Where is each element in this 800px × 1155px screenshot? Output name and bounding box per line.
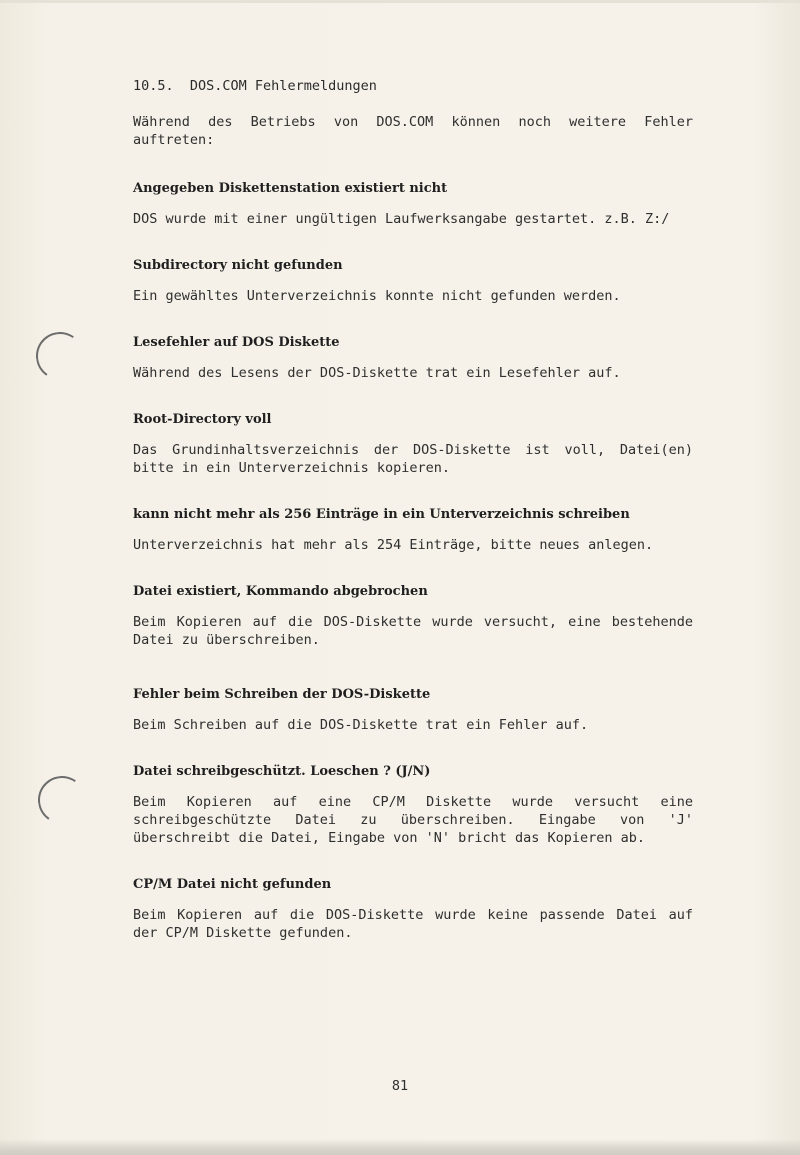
section-title: DOS.COM Fehlermeldungen [189, 78, 377, 94]
error-entry [133, 763, 693, 847]
error-description: DOS wurde mit einer ungültigen Laufwerksangabe gestartet. z.B. Z:/ [133, 211, 670, 227]
error-description: Das Grundinhaltsverzeichnis der DOS-Diskette ist voll, Datei(en) bitte in ein Unterverzeichnis kopieren. [133, 442, 693, 476]
punch-hole-bottom [34, 772, 90, 828]
error-entry [133, 876, 693, 942]
error-description: Beim Kopieren auf die DOS-Diskette wurde versucht, eine bestehende Datei zu überschreiben. [133, 614, 693, 648]
error-entry [133, 506, 693, 554]
error-title: Datei existiert, Kommando abgebrochen [133, 584, 428, 599]
error-description: Beim Kopieren auf eine CP/M Diskette wurde versucht eine schreibgeschützte Datei zu überschreiben. Eingabe von 'J' überschreibt die Datei, Eingabe von 'N' bricht das Kopieren ab. [133, 794, 693, 846]
section-number: 10.5. [133, 78, 174, 94]
page-number: 81 [391, 1078, 409, 1094]
error-entry [133, 686, 693, 734]
error-title: Datei schreibgeschützt. Loeschen ? (J/N) [133, 764, 431, 779]
error-title: kann nicht mehr als 256 Einträge in ein Unterverzeichnis schreiben [133, 507, 630, 522]
intro-paragraph: Während des Betriebs von DOS.COM können noch weitere Fehler auftreten: [133, 114, 693, 148]
error-description: Beim Kopieren auf die DOS-Diskette wurde keine passende Datei auf der CP/M Diskette gefunden. [133, 907, 693, 941]
error-description: Unterverzeichnis hat mehr als 254 Einträge, bitte neues anlegen. [133, 537, 654, 553]
error-title: Subdirectory nicht gefunden [133, 258, 343, 273]
error-title: CP/M Datei nicht gefunden [133, 877, 332, 892]
error-description: Ein gewähltes Unterverzeichnis konnte nicht gefunden werden. [133, 288, 621, 304]
error-title: Lesefehler auf DOS Diskette [133, 335, 340, 350]
page-bottom-edge [0, 1139, 800, 1155]
error-description: Beim Schreiben auf die DOS-Diskette trat ein Fehler auf. [133, 717, 589, 733]
error-title: Fehler beim Schreiben der DOS-Diskette [133, 687, 431, 702]
section-heading [133, 77, 693, 95]
page-content [133, 77, 693, 942]
error-title: Root-Directory voll [133, 412, 272, 427]
page-top-edge [0, 0, 800, 3]
error-title: Angegeben Diskettenstation existiert nicht [133, 181, 448, 196]
error-entry [133, 583, 693, 649]
error-description: Während des Lesens der DOS-Diskette trat ein Lesefehler auf. [133, 365, 621, 381]
error-entry [133, 334, 693, 382]
punch-hole-top [32, 328, 88, 384]
error-entry [133, 411, 693, 477]
error-entry [133, 257, 693, 305]
error-entry [133, 180, 693, 228]
